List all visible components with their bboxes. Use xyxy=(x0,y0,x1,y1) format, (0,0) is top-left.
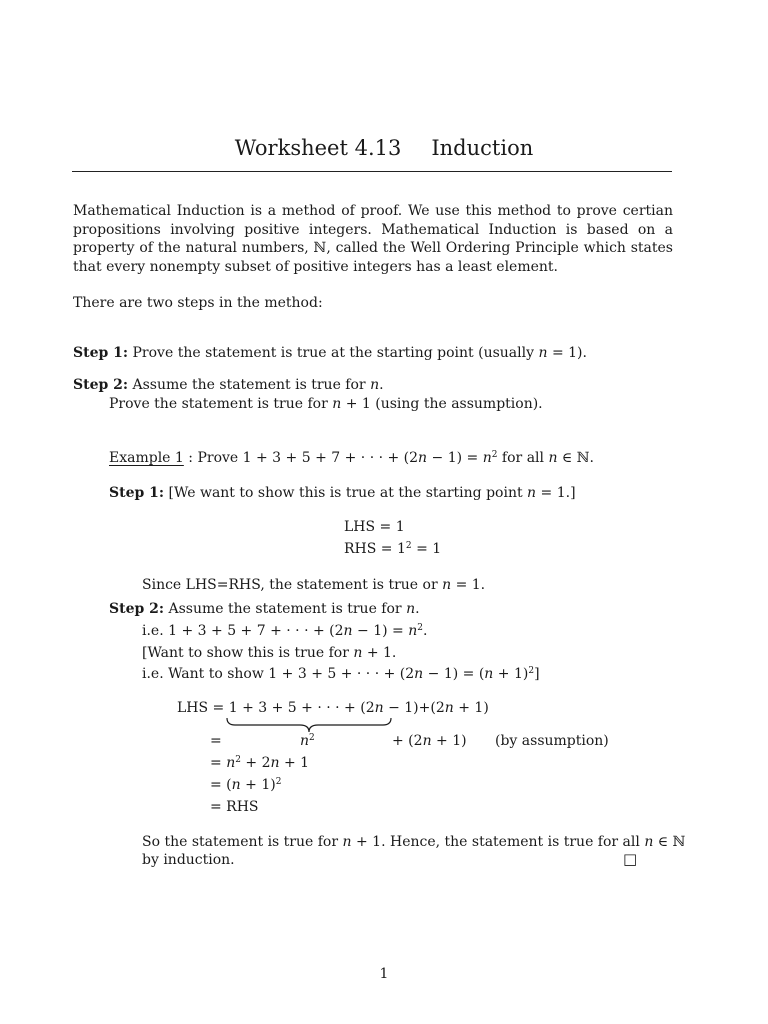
underbrace-icon xyxy=(226,717,392,733)
page-number: 1 xyxy=(379,966,389,982)
want-line: [Want to show this is true for n + 1. xyxy=(142,645,397,661)
page-title xyxy=(0,136,768,160)
title-topic: Induction xyxy=(431,136,534,160)
example-statement: Example 1 : Prove 1 + 3 + 5 + 7 + · · · + $(2n - 1) = n^2$ for all n ∈ ℕ. xyxy=(109,450,594,466)
title-rule xyxy=(72,171,672,172)
by-assumption-note: (by assumption) xyxy=(495,733,609,749)
method-step-2: Step 2: Assume the statement is true for n. xyxy=(73,377,384,393)
conclusion-line-1: So the statement is true for n + 1. Hence, the statement is true for all n ∈ ℕ xyxy=(142,834,686,850)
example-step-1: Step 1: [We want to show this is true at the starting point n = 1.] xyxy=(109,485,576,501)
example-label: Example 1 xyxy=(109,450,184,466)
derivation-plus-term: + (2n + 1) xyxy=(392,733,467,749)
example-step-2: Step 2: Assume the statement is true for n. xyxy=(109,601,420,617)
method-step-1: Step 1: Prove the statement is true at the starting point (usually n = 1). xyxy=(73,345,587,361)
derivation-eq-sign: = xyxy=(210,733,222,749)
brace-label: $n^2$ xyxy=(300,733,315,749)
derivation-line-3: = $n^2 + 2n + 1$ xyxy=(210,755,310,771)
step-2-label: Step 2: xyxy=(73,377,129,393)
lhs-line: LHS = 1 xyxy=(344,519,405,535)
since-line: Since LHS=RHS, the statement is true or n = 1. xyxy=(142,577,486,593)
rhs-line: RHS = $1^2 = 1$ xyxy=(344,541,442,557)
underbraced-sum: 1 + 3 + 5 + · · · + (2n − 1) xyxy=(228,700,419,716)
conclusion-line-2: by induction. xyxy=(142,852,235,868)
derivation-line-5: = RHS xyxy=(210,799,259,815)
ie-assumption-line: i.e. 1 + 3 + 5 + 7 + · · · + $(2n - 1) = n^2$. xyxy=(142,623,428,639)
derivation-line-4: = $(n + 1)^2$ xyxy=(210,777,282,793)
title-worksheet: Worksheet 4.13 xyxy=(234,136,402,160)
method-step-2-continued: Prove the statement is true for n + 1 (using the assumption). xyxy=(109,396,543,412)
derivation-line-1: LHS = 1 + 3 + 5 + · · · + (2n − 1)+(2n + 1) xyxy=(177,700,489,716)
two-steps-text: There are two steps in the method: xyxy=(73,295,323,311)
intro-paragraph: Mathematical Induction is a method of proof. We use this method to prove certian propositions involving positive integers. Mathematical Induction is based on a property of the natural numbers, ℕ, called the Well Ordering Principle which states that every nonempty subset of positive integers has a least element. xyxy=(73,203,673,275)
step-1-label: Step 1: xyxy=(73,345,129,361)
qed-square-icon: □ xyxy=(623,850,638,868)
ie-want-line: i.e. Want to show 1 + 3 + 5 + · · · + $(2n - 1) = (n + 1)^2$] xyxy=(142,666,540,682)
